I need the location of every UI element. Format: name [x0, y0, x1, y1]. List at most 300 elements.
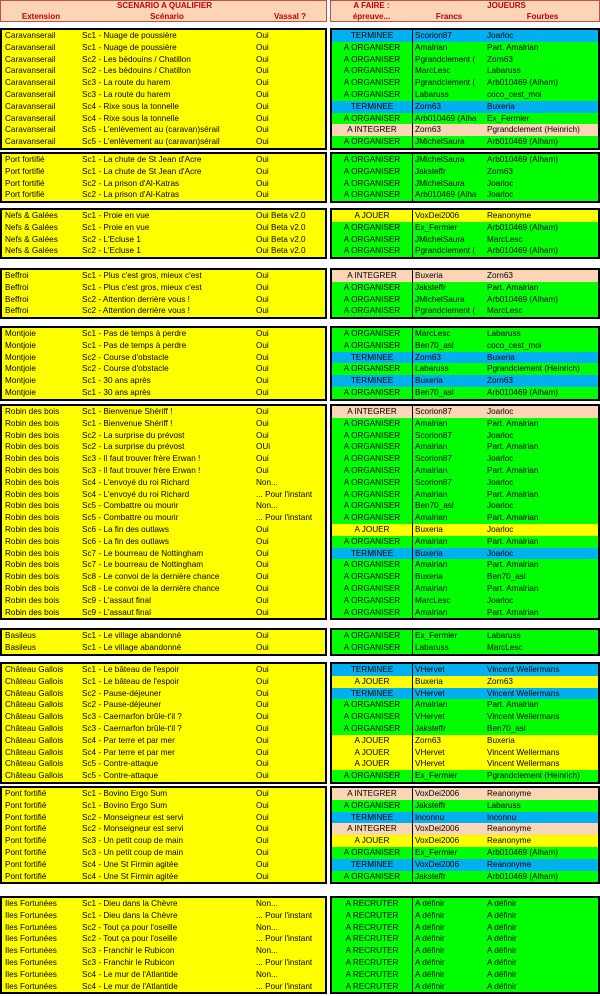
francs-cell: Ex_Fermier	[415, 771, 458, 781]
status-cell: A JOUER	[332, 735, 413, 747]
francs-cell: Zorn63	[415, 735, 441, 745]
status-cell: A ORGANISER	[332, 559, 413, 571]
table-row	[2, 981, 325, 993]
status-cell: A ORGANISER	[332, 595, 413, 607]
extension-cell: Robin des bois	[5, 477, 60, 487]
extension-cell: Port fortifié	[5, 166, 45, 176]
fourbes-cell: Reanonyme	[487, 789, 532, 798]
table-row	[2, 189, 325, 201]
status-cell: A ORGANISER	[332, 477, 413, 489]
francs-cell: Amalrian	[415, 560, 448, 570]
scenario-cell: Sc4 - Rixe sous la tonnelle	[82, 101, 179, 111]
scenario-cell: Sc1 - 30 ans après	[82, 387, 151, 397]
fourbes-cell: Zorn63	[487, 271, 513, 280]
table-row	[2, 747, 325, 759]
table-row	[332, 352, 598, 364]
francs-cell: Jaksteffr	[415, 800, 446, 810]
vassal-cell: Oui	[256, 735, 269, 745]
scenario-cell: Sc2 - Tout ça pour l'oseille	[82, 934, 178, 944]
francs-cell: Amalrian	[415, 583, 448, 593]
scenario-cell: Sc3 - Franchir le Rubicon	[82, 957, 175, 967]
block-left	[0, 628, 327, 656]
vassal-cell: Oui	[256, 595, 269, 605]
extension-cell: Robin des bois	[5, 465, 60, 475]
table-row	[332, 340, 598, 352]
header-left	[0, 0, 327, 22]
table-row	[2, 607, 325, 619]
vassal-cell: Oui Beta v2.0	[256, 211, 306, 220]
scenario-cell: Sc8 - Le convoi de la dernière chance	[82, 583, 220, 593]
fourbes-cell: A définir	[487, 981, 517, 991]
status-cell: A ORGANISER	[332, 77, 413, 89]
vassal-cell: Oui	[256, 31, 269, 40]
scenario-cell: Sc1 - Nuage de poussière	[82, 31, 177, 40]
scenario-cell: Sc5 - Combattre ou mourir	[82, 513, 179, 523]
extension-cell: Robin des bois	[5, 560, 60, 570]
francs-cell: Buxeria	[415, 548, 443, 558]
vassal-cell: Oui	[256, 723, 269, 733]
scenario-cell: Sc4 - L'envoyé du roi Richard	[82, 489, 190, 499]
extension-cell: Pont fortifié	[5, 800, 47, 810]
fourbes-cell: Part. Amalrian	[487, 282, 539, 292]
vassal-cell: Oui	[256, 812, 269, 822]
vassal-cell: Oui	[256, 430, 269, 440]
francs-cell: Inconnu	[415, 812, 445, 822]
francs-cell: Ben70_asl	[415, 387, 454, 397]
fourbes-cell: Reanonyme	[487, 824, 532, 834]
table-row	[2, 113, 325, 125]
vassal-cell: Oui	[256, 387, 269, 397]
block-right	[330, 404, 600, 620]
scenario-cell: Sc3 - Il faut trouver frère Erwan !	[82, 454, 201, 464]
table-row	[332, 664, 598, 676]
extension-cell: Nefs & Galées	[5, 211, 58, 220]
vassal-cell: Oui	[256, 847, 269, 857]
fourbes-cell: Arb010469 (Alham)	[487, 871, 558, 881]
table-row	[2, 630, 325, 642]
status-cell: A ORGANISER	[332, 571, 413, 583]
status-cell: A INTEGRER	[332, 788, 413, 800]
extension-cell: Caravanserail	[5, 66, 56, 76]
extension-cell: Montjoie	[5, 376, 36, 386]
fourbes-cell: Buxeria	[487, 101, 515, 111]
extension-cell: Montjoie	[5, 329, 36, 338]
table-row	[2, 328, 325, 340]
vassal-cell: Oui	[256, 771, 269, 781]
table-row	[2, 234, 325, 246]
status-cell: A ORGANISER	[332, 607, 413, 619]
extension-cell: Pont fortifié	[5, 824, 47, 834]
table-row	[332, 922, 598, 934]
vassal-cell: Non...	[256, 899, 278, 908]
francs-cell: A définir	[415, 981, 445, 991]
francs-cell: Buxeria	[415, 376, 443, 386]
francs-cell: Amalrian	[415, 442, 448, 452]
scenario-cell: Sc2 - Attention derrière vous !	[82, 306, 190, 316]
fourbes-cell: Arb010469 (Alham)	[487, 222, 558, 232]
francs-cell: VoxDei2006	[415, 859, 460, 869]
block-left	[0, 268, 327, 319]
scenario-cell: Sc1 - Plus c'est gros, mieux c'est	[82, 282, 202, 292]
status-cell: A ORGANISER	[332, 630, 413, 642]
status-cell: A JOUER	[332, 835, 413, 847]
status-cell: A ORGANISER	[332, 441, 413, 453]
francs-cell: Buxeria	[415, 271, 443, 280]
status-cell: TERMINEE	[332, 664, 413, 676]
fourbes-cell: Buxeria	[487, 735, 515, 745]
table-row	[332, 735, 598, 747]
fourbes-cell: Joarloc	[487, 430, 514, 440]
table-row	[332, 800, 598, 812]
vassal-cell: Oui	[256, 113, 269, 123]
fourbes-cell: Joarloc	[487, 178, 514, 188]
status-cell: A ORGANISER	[332, 500, 413, 512]
vassal-cell: Oui	[256, 125, 269, 135]
extension-cell: Robin des bois	[5, 513, 60, 523]
fourbes-cell: Joarloc	[487, 454, 514, 464]
table-row	[2, 559, 325, 571]
fourbes-cell: Part. Amalrian	[487, 442, 539, 452]
table-row	[332, 595, 598, 607]
scenario-cell: Sc2 - La prison d'Al-Katras	[82, 190, 180, 200]
status-cell: A RECRUTER	[332, 910, 413, 922]
fourbes-cell: Part. Amalrian	[487, 700, 539, 710]
table-row	[332, 489, 598, 501]
scenario-cell: Sc1 - Dieu dans la Chèvre	[82, 899, 178, 908]
status-cell: A ORGANISER	[332, 536, 413, 548]
table-row	[332, 245, 598, 257]
status-cell: A INTEGRER	[332, 124, 413, 136]
francs-cell: Scorion87	[415, 477, 452, 487]
francs-cell: Zorn63	[415, 101, 441, 111]
status-cell: A RECRUTER	[332, 945, 413, 957]
vassal-cell: Oui	[256, 824, 269, 834]
table-row	[2, 699, 325, 711]
status-cell: A ORGANISER	[332, 222, 413, 234]
extension-cell: Château Gallois	[5, 735, 64, 745]
fourbes-cell: Labaruss	[487, 631, 521, 640]
extension-cell: Pont fortifié	[5, 789, 47, 798]
status-cell: TERMINEE	[332, 30, 413, 42]
scenario-cell: Sc1 - Le village abandonné	[82, 642, 182, 652]
fourbes-cell: Part. Amalrian	[487, 536, 539, 546]
status-cell: A ORGANISER	[332, 387, 413, 399]
vassal-cell: ... Pour l'instant	[256, 513, 313, 523]
status-cell: A ORGANISER	[332, 136, 413, 148]
fourbes-cell: Part. Amalrian	[487, 583, 539, 593]
francs-cell: Labaruss	[415, 89, 449, 99]
table-row	[2, 42, 325, 54]
status-cell: A ORGANISER	[332, 305, 413, 317]
vassal-cell: Oui	[256, 560, 269, 570]
scenario-cell: Sc1 - Dieu dans la Chèvre	[82, 910, 178, 920]
vassal-cell: Oui	[256, 294, 269, 304]
vassal-cell: Oui	[256, 789, 269, 798]
scenario-cell: Sc6 - La fin des outlaws	[82, 536, 169, 546]
fourbes-cell: Joarloc	[487, 548, 514, 558]
extension-cell: Château Gallois	[5, 688, 64, 698]
scenario-cell: Sc7 - Le bourreau de Nottingham	[82, 560, 204, 570]
vassal-cell: Oui	[256, 66, 269, 76]
table-row	[2, 957, 325, 969]
vassal-cell: Oui	[256, 78, 269, 88]
vassal-cell: OUi	[256, 442, 271, 452]
status-cell: A ORGANISER	[332, 42, 413, 54]
extension-cell: Nefs & Galées	[5, 234, 58, 244]
table-row	[2, 770, 325, 782]
fourbes-cell: Zorn63	[487, 166, 513, 176]
francs-cell: JMichelSaura	[415, 178, 465, 188]
status-cell: A ORGANISER	[332, 154, 413, 166]
fourbes-cell: Ex_Fermier	[487, 113, 530, 123]
table-row	[332, 363, 598, 375]
scenario-cell: Sc2 - La prison d'Al-Katras	[82, 178, 180, 188]
fourbes-cell: coco_cest_moi	[487, 89, 542, 99]
extension-cell: Caravanserail	[5, 54, 56, 64]
extension-cell: Robin des bois	[5, 418, 60, 428]
table-row	[2, 363, 325, 375]
col-joueurs: JOUEURS	[487, 1, 526, 10]
scenario-cell: Sc5 - Contre-attaque	[82, 759, 159, 769]
table-row	[332, 54, 598, 66]
status-cell: A ORGANISER	[332, 54, 413, 66]
status-cell: A ORGANISER	[332, 770, 413, 782]
table-row	[2, 387, 325, 399]
fourbes-cell: Labaruss	[487, 800, 521, 810]
table-row	[332, 406, 598, 418]
block-left	[0, 28, 327, 150]
table-row	[332, 30, 598, 42]
status-cell: A ORGANISER	[332, 245, 413, 257]
vassal-cell: Oui	[256, 642, 269, 652]
col-fourbes: Fourbes	[526, 12, 559, 21]
fourbes-cell: Zorn63	[487, 676, 513, 686]
table-row	[332, 124, 598, 136]
fourbes-cell: Reanonyme	[487, 859, 532, 869]
status-cell: A JOUER	[332, 747, 413, 759]
table-row	[332, 222, 598, 234]
table-row	[2, 548, 325, 560]
status-cell: A JOUER	[332, 210, 413, 222]
scenario-cell: Sc2 - Pause-déjeuner	[82, 700, 162, 710]
fourbes-cell: Arb010469 (Alham)	[487, 294, 558, 304]
table-row	[2, 835, 325, 847]
vassal-cell: Non...	[256, 501, 278, 511]
scenario-cell: Sc4 - Par terre et par mer	[82, 735, 175, 745]
extension-cell: Robin des bois	[5, 430, 60, 440]
extension-cell: Robin des bois	[5, 607, 60, 617]
extension-cell: Château Gallois	[5, 665, 64, 674]
francs-cell: JMichelSaura	[415, 155, 465, 164]
vassal-cell: Oui	[256, 42, 269, 52]
scenario-cell: Sc3 - Il faut trouver frère Erwan !	[82, 465, 201, 475]
francs-cell: Ex_Fermier	[415, 847, 458, 857]
vassal-cell: Oui	[256, 89, 269, 99]
francs-cell: A définir	[415, 957, 445, 967]
extension-cell: Basileus	[5, 642, 36, 652]
table-row	[332, 957, 598, 969]
scenario-cell: Sc3 - La route du harem	[82, 89, 171, 99]
vassal-cell: Oui	[256, 859, 269, 869]
extension-cell: Château Gallois	[5, 759, 64, 769]
block-right	[330, 152, 600, 203]
table-row	[2, 178, 325, 190]
status-cell: A ORGANISER	[332, 583, 413, 595]
status-cell: A ORGANISER	[332, 166, 413, 178]
status-cell: A ORGANISER	[332, 113, 413, 125]
extension-cell: Iles Fortunées	[5, 957, 57, 967]
table-row	[332, 747, 598, 759]
table-row	[332, 166, 598, 178]
table-row	[332, 699, 598, 711]
francs-cell: Amalrian	[415, 418, 448, 428]
block-right	[330, 268, 600, 319]
francs-cell: JMichelSaura	[415, 137, 465, 147]
table-row	[332, 465, 598, 477]
vassal-cell: Oui	[256, 101, 269, 111]
scenario-cell: Sc1 - Plus c'est gros, mieux c'est	[82, 271, 202, 280]
fourbes-cell: A définir	[487, 922, 517, 932]
scenario-cell: Sc3 - Caernarfon brûle-t'il ?	[82, 712, 182, 722]
table-row	[332, 823, 598, 835]
vassal-cell: Oui	[256, 465, 269, 475]
table-row	[332, 270, 598, 282]
fourbes-cell: Part. Amalrian	[487, 607, 539, 617]
francs-cell: Zorn63	[415, 352, 441, 362]
francs-cell: VHervet	[415, 759, 445, 769]
table-row	[332, 812, 598, 824]
table-row	[332, 835, 598, 847]
col-scenario: Scénario	[150, 12, 184, 21]
extension-cell: Montjoie	[5, 387, 36, 397]
fourbes-cell: Arb010469 (Alham)	[487, 137, 558, 147]
francs-cell: Labaruss	[415, 642, 449, 652]
vassal-cell: Oui	[256, 418, 269, 428]
extension-cell: Port fortifié	[5, 178, 45, 188]
francs-cell: Ex_Fermier	[415, 222, 458, 232]
status-cell: A ORGANISER	[332, 418, 413, 430]
table-row	[2, 282, 325, 294]
table-row	[332, 583, 598, 595]
table-row	[332, 89, 598, 101]
table-row	[2, 664, 325, 676]
extension-cell: Château Gallois	[5, 676, 64, 686]
francs-cell: Ben70_asl	[415, 340, 454, 350]
col-francs: Francs	[435, 12, 463, 21]
table-row	[2, 812, 325, 824]
extension-cell: Robin des bois	[5, 442, 60, 452]
fourbes-cell: Joarloc	[487, 477, 514, 487]
extension-cell: Iles Fortunées	[5, 969, 57, 979]
status-cell: A ORGANISER	[332, 512, 413, 524]
table-row	[332, 898, 598, 910]
scenario-cell: Sc2 - Course d'obstacle	[82, 352, 169, 362]
table-row	[332, 477, 598, 489]
francs-cell: Amalrian	[415, 513, 448, 523]
francs-cell: Jaksteffr	[415, 282, 446, 292]
table-row	[332, 571, 598, 583]
vassal-cell: Oui	[256, 524, 269, 534]
extension-cell: Robin des bois	[5, 524, 60, 534]
table-row	[2, 945, 325, 957]
extension-cell: Iles Fortunées	[5, 934, 57, 944]
fourbes-cell: Part. Amalrian	[487, 42, 539, 52]
extension-cell: Château Gallois	[5, 712, 64, 722]
francs-cell: Jaksteffr	[415, 166, 446, 176]
status-cell: A ORGANISER	[332, 453, 413, 465]
table-row	[2, 871, 325, 883]
vassal-cell: Oui	[256, 376, 269, 386]
status-cell: A ORGANISER	[332, 328, 413, 340]
table-row	[2, 477, 325, 489]
status-cell: TERMINEE	[332, 352, 413, 364]
scenario-cell: Sc4 - Le mur de l'Atlantide	[82, 969, 178, 979]
fourbes-cell: Vincent Wellermans	[487, 747, 560, 757]
status-cell: A ORGANISER	[332, 363, 413, 375]
extension-cell: Nefs & Galées	[5, 246, 58, 256]
francs-cell: MarcLesc	[415, 66, 451, 76]
extension-cell: Caravanserail	[5, 125, 56, 135]
table-row	[2, 847, 325, 859]
table-row	[332, 524, 598, 536]
extension-cell: Château Gallois	[5, 747, 64, 757]
status-cell: A RECRUTER	[332, 969, 413, 981]
fourbes-cell: Zorn63	[487, 376, 513, 386]
vassal-cell: Oui	[256, 306, 269, 316]
scenario-cell: Sc4 - L'envoyé du roi Richard	[82, 477, 190, 487]
extension-cell: Port fortifié	[5, 155, 45, 164]
extension-cell: Robin des bois	[5, 501, 60, 511]
fourbes-cell: A définir	[487, 899, 517, 908]
vassal-cell: Oui	[256, 190, 269, 200]
table-row	[2, 270, 325, 282]
block-left	[0, 662, 327, 784]
francs-cell: VHervet	[415, 712, 445, 722]
vassal-cell: Oui	[256, 155, 269, 164]
table-row	[332, 136, 598, 148]
fourbes-cell: Labaruss	[487, 66, 521, 76]
francs-cell: Amalrian	[415, 489, 448, 499]
francs-cell: Arb010469 (Alha	[415, 113, 477, 123]
extension-cell: Caravanserail	[5, 137, 56, 147]
vassal-cell: Non...	[256, 922, 278, 932]
status-cell: A INTEGRER	[332, 406, 413, 418]
scenario-cell: Sc1 - Proie en vue	[82, 222, 150, 232]
status-cell: TERMINEE	[332, 548, 413, 560]
table-row	[2, 124, 325, 136]
table-row	[332, 178, 598, 190]
francs-cell: A définir	[415, 934, 445, 944]
table-row	[332, 294, 598, 306]
fourbes-cell: Ben70_asl	[487, 723, 526, 733]
extension-cell: Château Gallois	[5, 771, 64, 781]
scenario-cell: Sc4 - Une St Firmin agitée	[82, 859, 179, 869]
francs-cell: A définir	[415, 969, 445, 979]
scenario-cell: Sc1 - Le village abandonné	[82, 631, 182, 640]
block-right	[330, 896, 600, 994]
status-cell: A JOUER	[332, 524, 413, 536]
vassal-cell: Oui	[256, 352, 269, 362]
extension-cell: Pont fortifié	[5, 871, 47, 881]
status-cell: TERMINEE	[332, 859, 413, 871]
francs-cell: Labaruss	[415, 364, 449, 374]
status-cell: A ORGANISER	[332, 642, 413, 654]
vassal-cell: Oui	[256, 583, 269, 593]
francs-cell: Scorion87	[415, 407, 452, 416]
table-row	[332, 548, 598, 560]
vassal-cell: Non...	[256, 969, 278, 979]
fourbes-cell: A définir	[487, 957, 517, 967]
